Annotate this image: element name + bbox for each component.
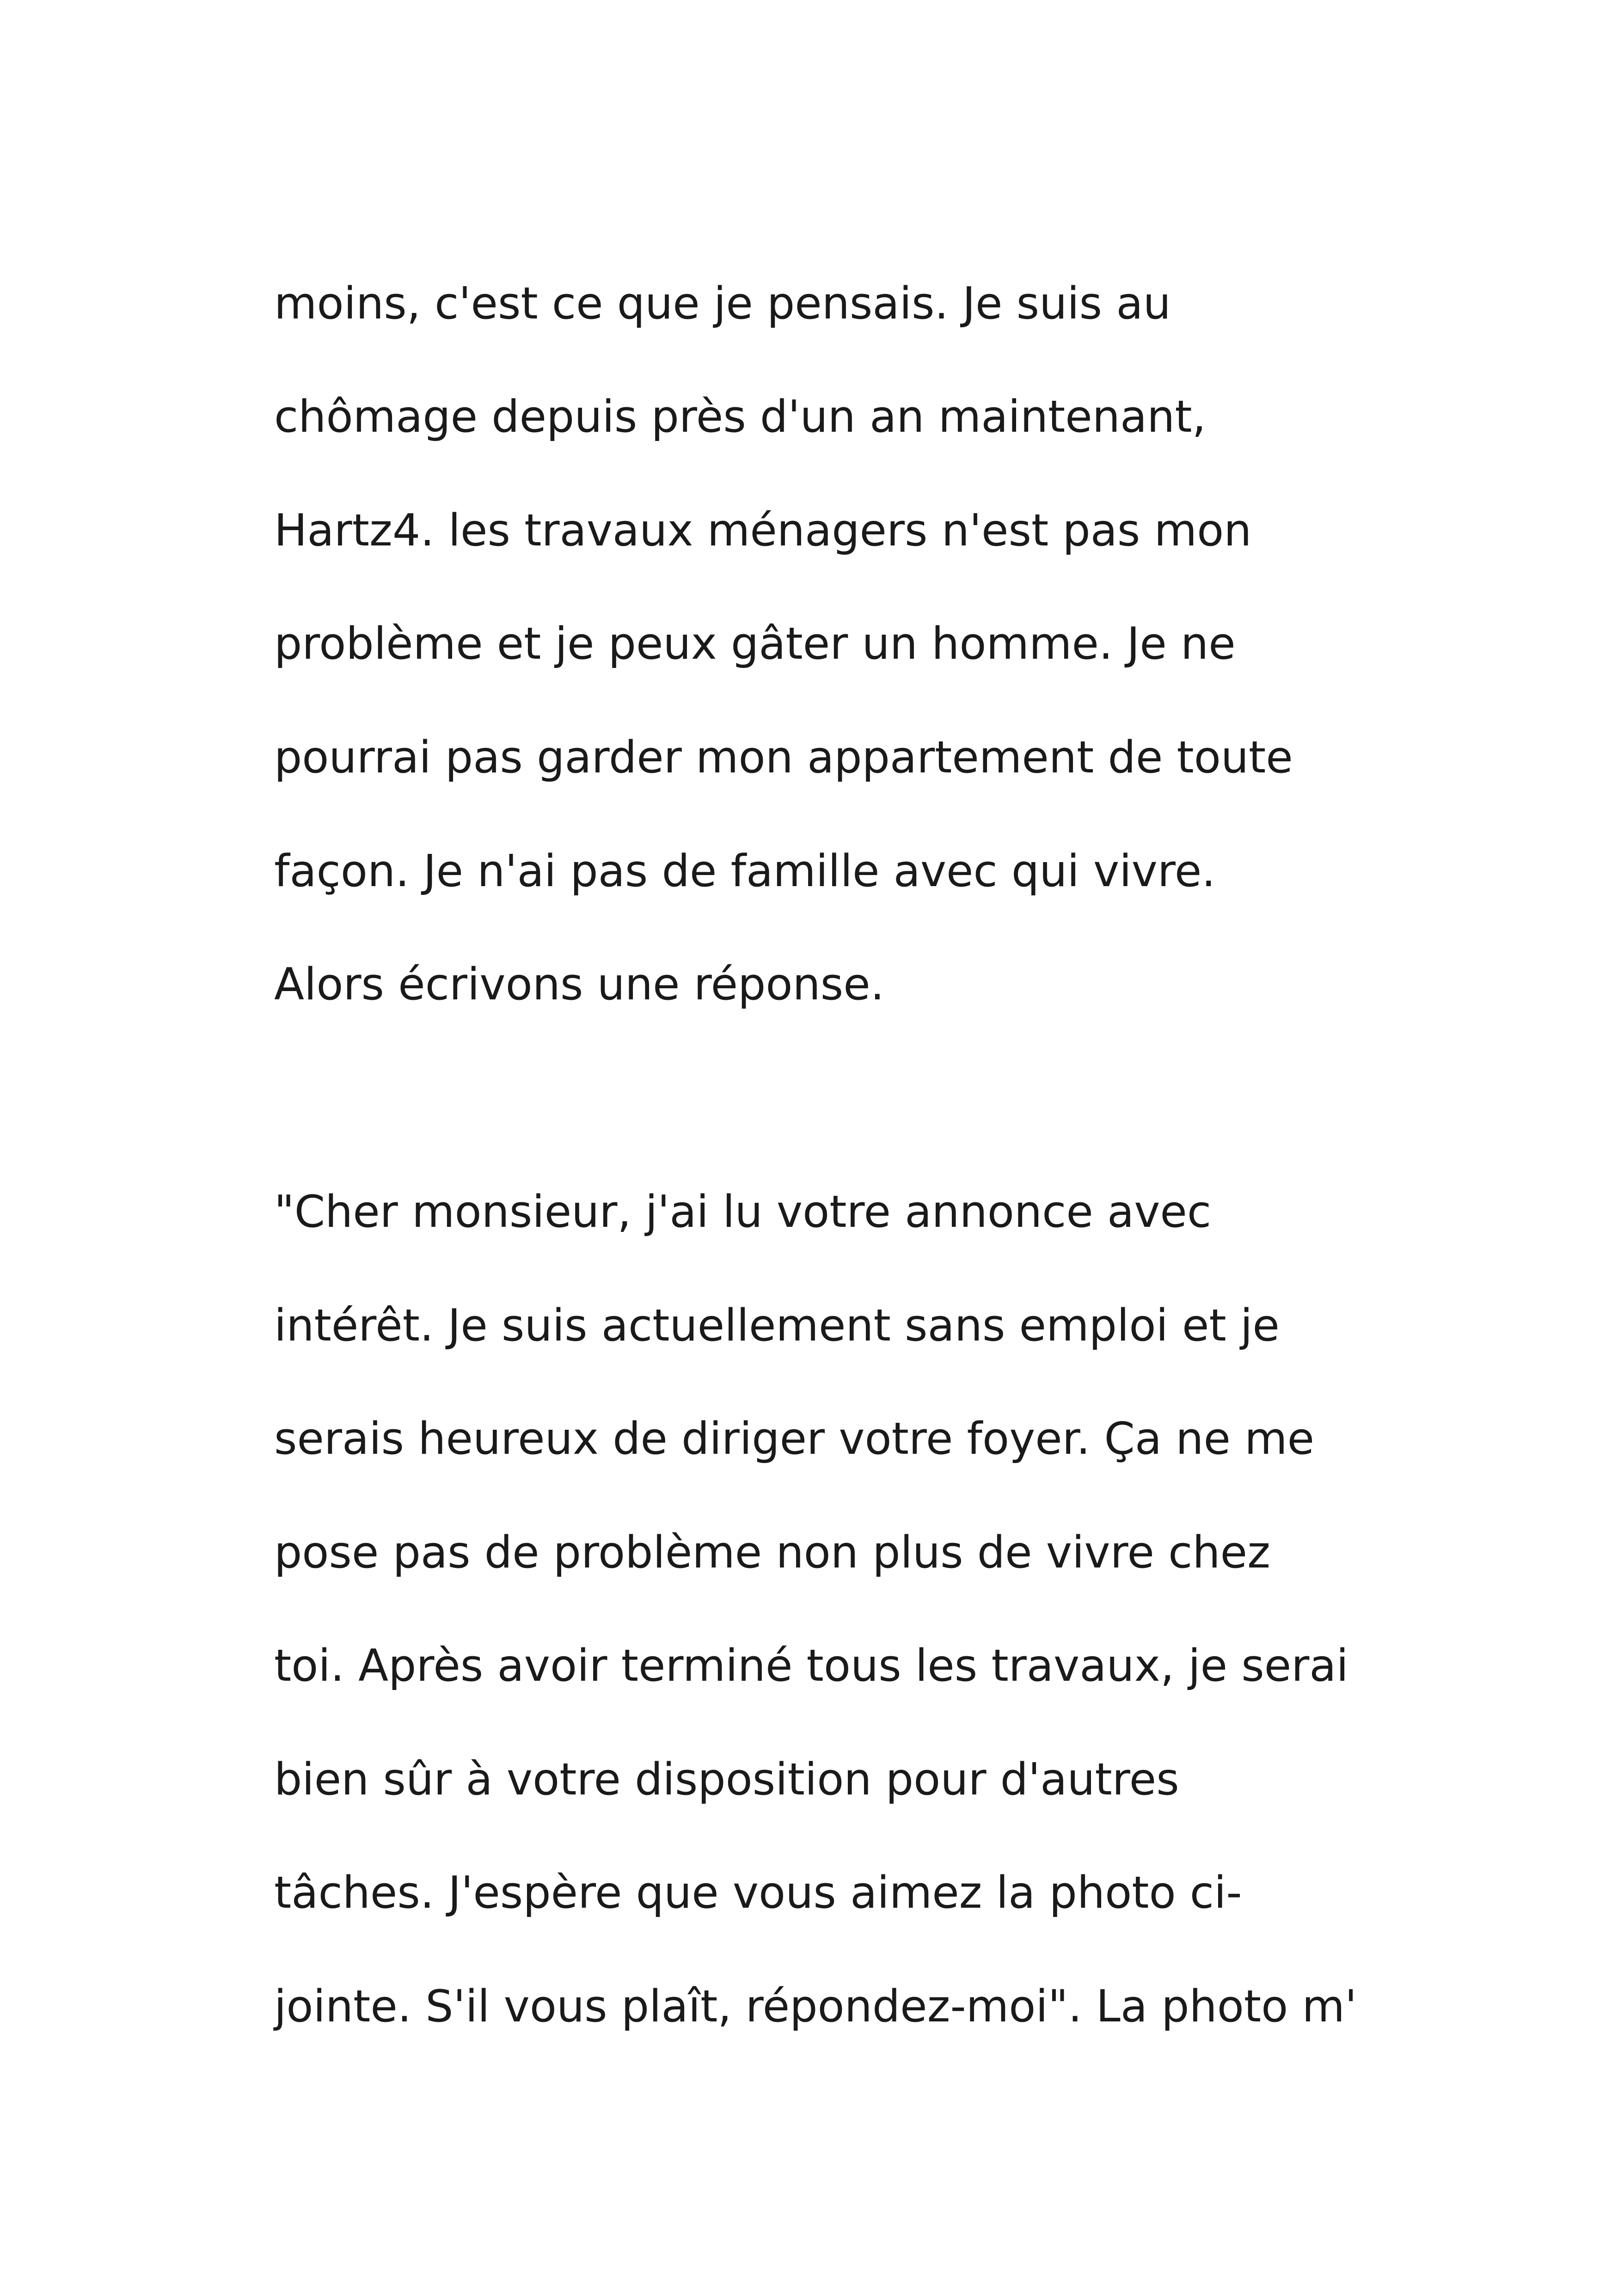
text-line: intérêt. Je suis actuellement sans emploi et je [274,1300,1280,1351]
text-line: toi. Après avoir terminé tous les travaux, je serai [274,1641,1348,1691]
text-line: moins, c'est ce que je pensais. Je suis au [274,278,1171,329]
text-line: problème et je peux gâter un homme. Je ne [274,618,1236,669]
text-line: jointe. S'il vous plaît, répondez-moi". La photo m' [274,1981,1357,2032]
text-line: chômage depuis près d'un an maintenant, [274,392,1206,442]
text-line: serais heureux de diriger votre foyer. Ça ne me [274,1414,1315,1464]
text-line: "Cher monsieur, j'ai lu votre annonce avec [274,1187,1212,1237]
text-line: bien sûr à votre disposition pour d'autres [274,1754,1179,1805]
text-line: pourrai pas garder mon appartement de toute [274,732,1293,783]
text-line: Hartz4. les travaux ménagers n'est pas mon [274,505,1252,556]
text-line: Alors écrivons une réponse. [274,959,884,1010]
text-line: pose pas de problème non plus de vivre chez [274,1527,1270,1578]
text-line: tâches. J'espère que vous aimez la photo ci- [274,1867,1242,1918]
text-line: façon. Je n'ai pas de famille avec qui vivre. [274,846,1216,897]
